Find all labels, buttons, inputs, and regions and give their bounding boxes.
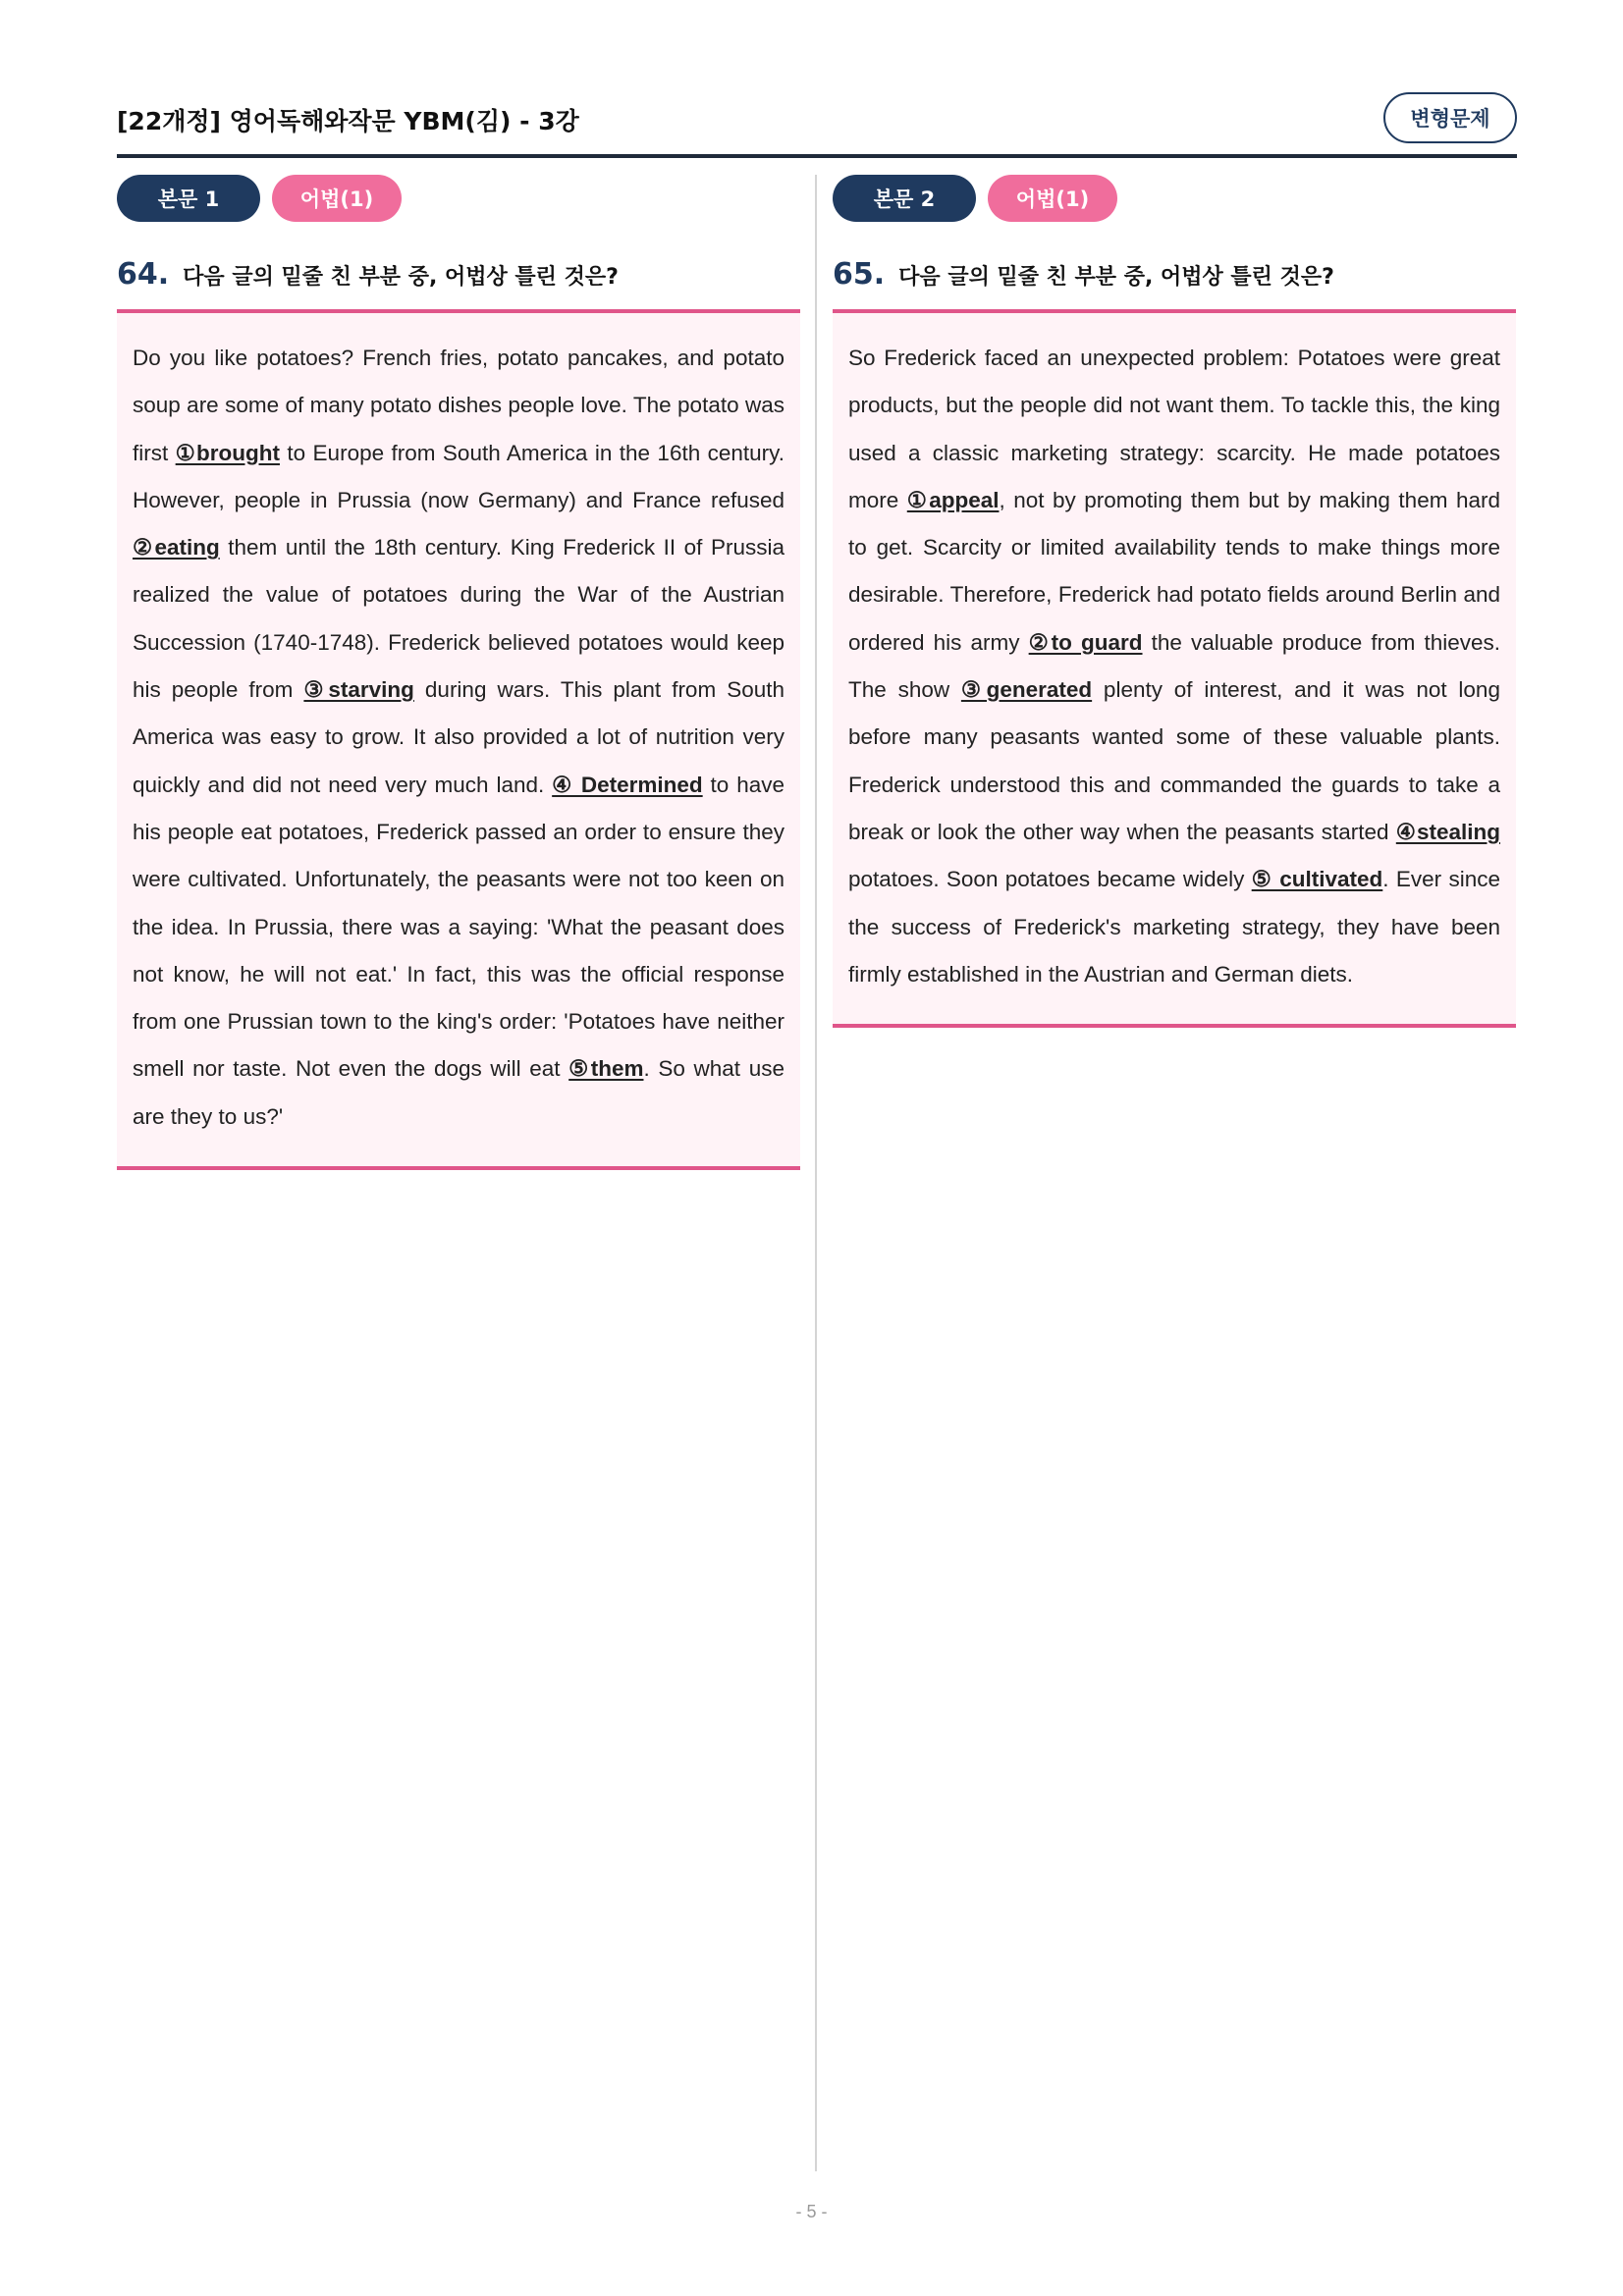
underlined-option-2: ②eating: [133, 535, 220, 561]
underlined-option-4: ④stealing: [1395, 819, 1500, 844]
left-column: [117, 175, 800, 1170]
passage-segment: . Ever since the success of Frederick's marketing strategy, they have been firmly established in the Austrian and German diets.: [848, 867, 1501, 987]
passage-segment: . So what use are they to us?': [133, 1056, 784, 1129]
passage-tag: 본문 1: [117, 175, 260, 222]
question-64: [117, 257, 800, 292]
passage-segment: , not by promoting them but by making them hard to get. Scarcity or limited availability tends to make things more desirable. Therefore, Frederick had potato fields around Berlin and ordered his army: [848, 487, 1500, 655]
underlined-option-1: ①brought: [175, 440, 280, 465]
question-number: 64.: [117, 257, 170, 292]
passage-segment: the valuable produce from thieves. The show: [848, 629, 1500, 703]
underlined-option-5: ⑤ cultivated: [1251, 867, 1383, 892]
passage-tag: 본문 2: [833, 175, 976, 222]
underlined-option-5: ⑤them: [568, 1056, 644, 1082]
question-number: 65.: [833, 257, 886, 292]
question-65: [833, 257, 1516, 292]
variant-badge: 변형문제: [1383, 92, 1517, 143]
passage-text: [133, 335, 784, 1141]
header-title: [22개정] 영어독해와작문 YBM(김) - 3강: [117, 107, 579, 135]
passage-segment: Do you like potatoes? French fries, potato pancakes, and potato soup are some of many potato dishes people love. The potato was first: [133, 346, 784, 465]
underlined-option-3: ③generated: [960, 677, 1093, 703]
passage-segment: plenty of interest, and it was not long before many peasants wanted some of these valuable plants. Frederick understood this and commanded the guards to take a break or look the other way when the peasants started: [848, 677, 1500, 844]
passage-box: [117, 309, 800, 1170]
underlined-option-2: ②to guard: [1028, 629, 1143, 655]
header-rule: [117, 154, 1517, 158]
passage-segment: potatoes. Soon potatoes became widely: [848, 867, 1252, 892]
right-column: [833, 175, 1516, 1028]
passage-segment: to Europe from South America in the 16th century. However, people in Prussia (now Germany) and France refused: [133, 440, 785, 512]
passage-segment: during wars. This plant from South America was easy to grow. It also provided a lot of nutrition very quickly and did not need very much land.: [133, 677, 785, 797]
underlined-option-4: ④ Determined: [552, 772, 703, 797]
right-tags: [833, 175, 1516, 222]
column-divider: [815, 175, 817, 2171]
page-number: - 5 -: [795, 2202, 828, 2221]
passage-segment: them until the 18th century. King Frederick II of Prussia realized the value of potatoes during the War of the Austrian Succession (1740-1748). Frederick believed potatoes would keep his people from: [133, 535, 784, 703]
grammar-tag: 어법(1): [988, 175, 1117, 222]
question-text: 다음 글의 밑줄 친 부분 중, 어법상 틀린 것은?: [898, 265, 1334, 290]
passage-box: [833, 309, 1516, 1028]
grammar-tag: 어법(1): [272, 175, 402, 222]
question-text: 다음 글의 밑줄 친 부분 중, 어법상 틀린 것은?: [183, 265, 619, 290]
passage-segment: So Frederick faced an unexpected problem: Potatoes were great products, but the people did not want them. To tackle this, the king used a classic marketing strategy: scarcity. He made potatoes more: [848, 346, 1500, 512]
passage-text: [848, 335, 1500, 998]
underlined-option-1: ①appeal: [906, 487, 1000, 512]
left-tags: [117, 175, 800, 222]
passage-segment: to have his people eat potatoes, Frederick passed an order to ensure they were cultivated. Unfortunately, the peasants were not too keen on the idea. In Prussia, there was a saying: 'What the peasant does not know, he will not eat.' In fact, this was the official response from one Prussian town to the king's order: 'Potatoes have neither smell nor taste. Not even the dogs will eat: [133, 772, 785, 1082]
underlined-option-3: ③starving: [303, 677, 414, 703]
